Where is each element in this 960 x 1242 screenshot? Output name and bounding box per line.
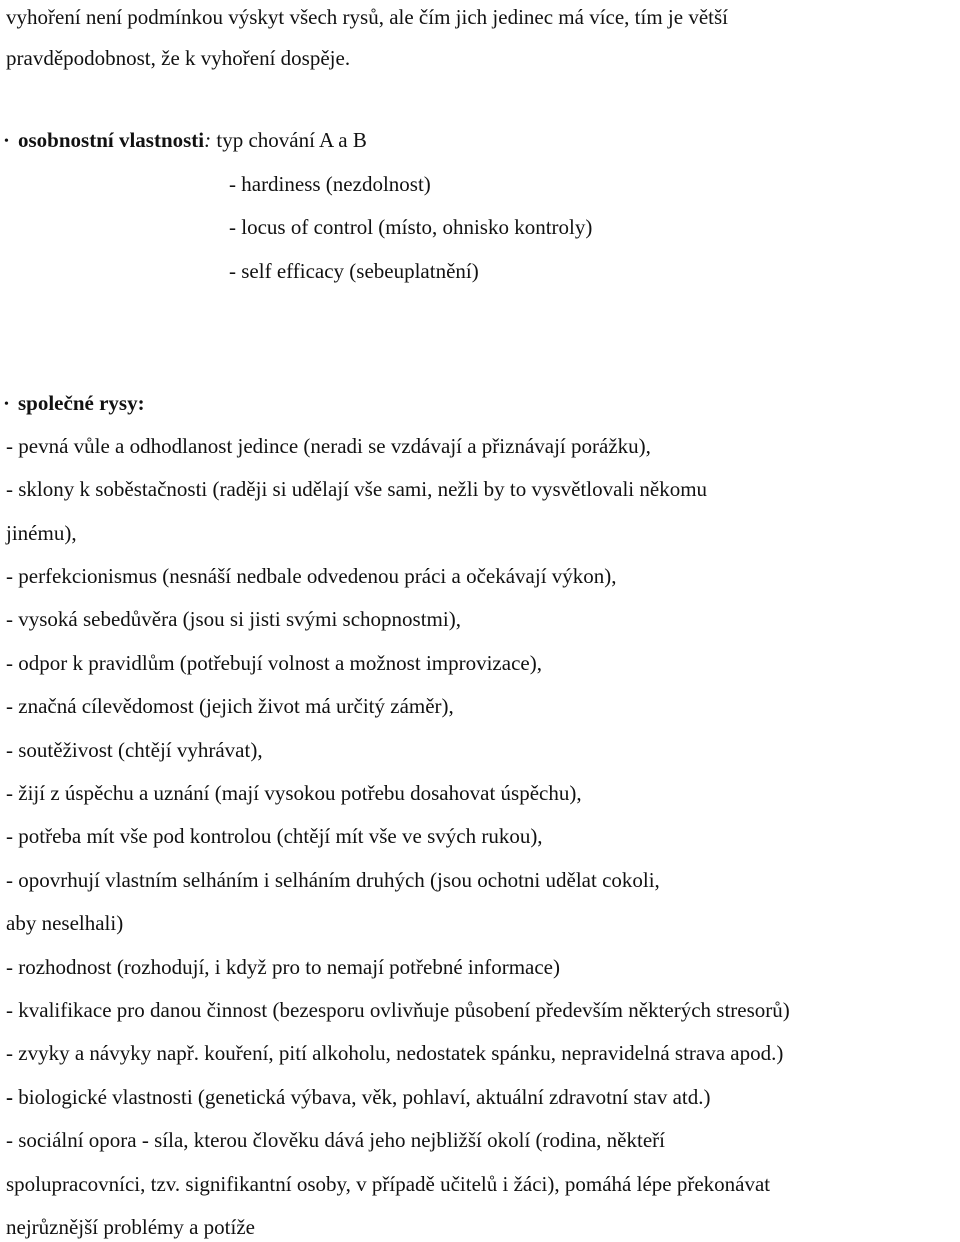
trait-line: - zvyky a návyky např. kouření, pití alkoholu, nedostatek spánku, nepravidelná strava apod.) [6, 1041, 784, 1065]
personality-item: - hardiness (nezdolnost) [229, 172, 431, 196]
social-line: nejrůznější problémy a potíže [6, 1215, 255, 1239]
trait-line: - soutěživost (chtějí vyhrávat), [6, 738, 263, 762]
biological-dash: - [6, 1085, 13, 1109]
personality-heading: osobnostní vlastnosti [18, 128, 205, 152]
trait-line: - opovrhují vlastním selháním i selháním druhých (jsou ochotni udělat cokoli, [6, 868, 660, 892]
traits-heading: společné rysy: [18, 391, 145, 415]
trait-line: - rozhodnost (rozhodují, i když pro to nemají potřebné informace) [6, 955, 560, 979]
trait-line: - odpor k pravidlům (potřebují volnost a možnost improvizace), [6, 651, 542, 675]
personality-item: - self efficacy (sebeuplatnění) [229, 259, 479, 283]
trait-line: aby neselhali) [6, 911, 124, 935]
bullet-icon: • [4, 397, 9, 412]
trait-line: - značná cílevědomost (jejich život má určitý záměr), [6, 694, 454, 718]
biological-text: biologické vlastnosti (genetická výbava, věk, pohlaví, aktuální zdravotní stav atd.) [13, 1085, 711, 1109]
intro-line-1: vyhoření není podmínkou výskyt všech rysů, ale čím jich jedinec má více, tím je větší [6, 5, 728, 29]
intro-line-2: pravděpodobnost, že k vyhoření dospěje. [6, 46, 351, 70]
personality-item: - locus of control (místo, ohnisko kontroly) [229, 215, 593, 239]
personality-first-item: typ chování A a B [211, 128, 367, 152]
personality-heading-line [4, 127, 367, 155]
trait-line: jinému), [6, 521, 77, 545]
trait-line: - žijí z úspěchu a uznání (mají vysokou potřebu dosahovat úspěchu), [6, 781, 582, 805]
trait-line: - potřeba mít vše pod kontrolou (chtějí mít vše ve svých rukou), [6, 824, 543, 848]
traits-heading-line [4, 390, 145, 418]
social-line: spolupracovníci, tzv. signifikantní osoby, v případě učitelů i žáci), pomáhá lépe překonávat [6, 1172, 771, 1196]
trait-line: - perfekcionismus (nesnáší nedbale odvedenou práci a očekávají výkon), [6, 564, 617, 588]
trait-line: - vysoká sebedůvěra (jsou si jisti svými schopnostmi), [6, 607, 461, 631]
social-line: - sociální opora - síla, kterou člověku dává jeho nejbližší okolí (rodina, někteří [6, 1128, 665, 1152]
biological-line [6, 1084, 710, 1110]
trait-line: - kvalifikace pro danou činnost (bezesporu ovlivňuje působení především některých stresorů) [6, 998, 790, 1022]
trait-line: - pevná vůle a odhodlanost jedince (neradi se vzdávají a přiznávají porážku), [6, 434, 651, 458]
bullet-icon: • [4, 134, 9, 149]
trait-line: - sklony k soběstačnosti (raději si udělají vše sami, nežli by to vysvětlovali někomu [6, 477, 708, 501]
personality-colon: : [204, 128, 212, 152]
